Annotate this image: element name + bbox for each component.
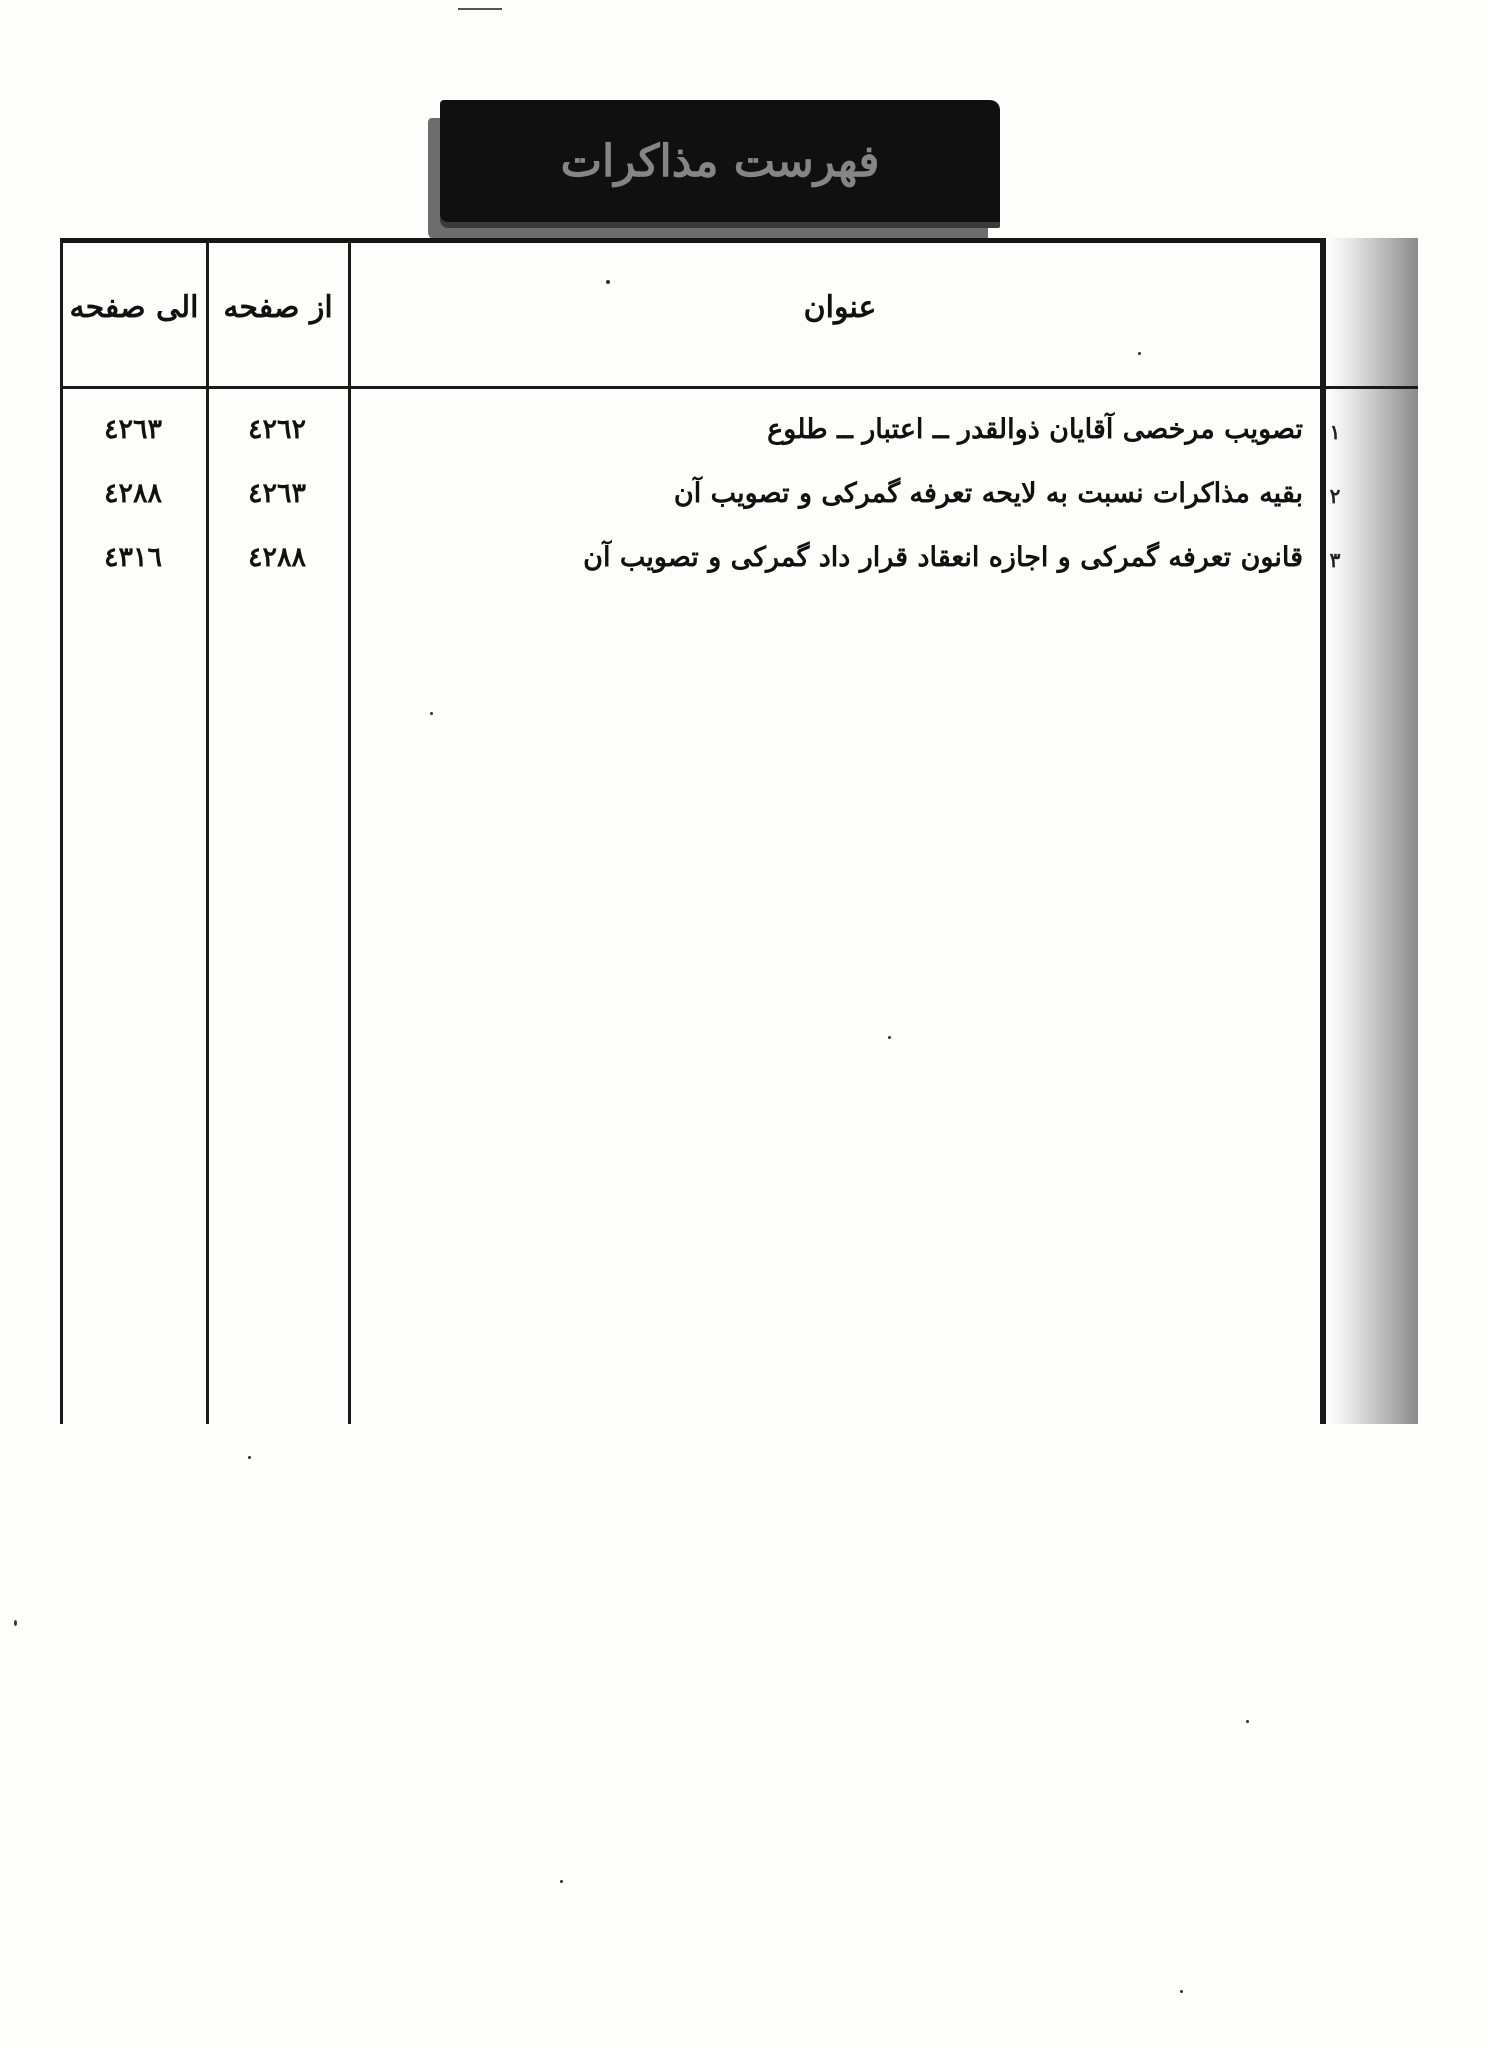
scan-speck [248, 1456, 251, 1459]
row-title: بقیه مذاکرات نسبت به لایحه تعرفه گمرکی و تصویب آن [673, 478, 1303, 509]
scan-speck [430, 712, 433, 715]
scan-speck [888, 1036, 891, 1039]
header-divider [60, 386, 1418, 389]
banner [440, 100, 1000, 222]
scan-speck [1180, 1990, 1183, 1993]
row-to-page: ٤٣١٦ [103, 542, 162, 573]
scan-speck [1246, 1720, 1249, 1723]
table-left-border [60, 238, 63, 1424]
scan-speck [606, 280, 610, 284]
column-divider-to-from [206, 238, 209, 1424]
scan-speck [14, 1620, 17, 1626]
row-number: ۳ [1329, 548, 1341, 572]
header-from-page: از صفحه [223, 290, 333, 325]
row-from-page: ٤٢٦٣ [247, 478, 306, 509]
row-number: ۱ [1329, 420, 1341, 444]
row-title: قانون تعرفه گمرکی و اجازه انعقاد قرار داد گمرکی و تصویب آن [583, 542, 1303, 573]
top-mark [458, 8, 502, 10]
header-to-page: الی صفحه [69, 290, 199, 325]
column-divider-title-num [1320, 238, 1323, 1424]
header-title: عنوان [803, 290, 877, 325]
column-divider-from-title [348, 238, 351, 1424]
table-right-strip [1322, 238, 1418, 1424]
scan-speck [560, 1880, 563, 1883]
row-number: ۲ [1329, 484, 1341, 508]
scan-speck [1138, 352, 1141, 355]
row-to-page: ٤٢٦٣ [103, 414, 162, 445]
row-from-page: ٤٢٨٨ [247, 542, 306, 573]
row-to-page: ٤٢٨٨ [103, 478, 162, 509]
row-from-page: ٤٢٦٢ [247, 414, 306, 445]
banner-title: فهرست مذاکرات [560, 135, 880, 187]
row-title: تصویب مرخصی آقایان ذوالقدر ــ اعتبار ــ طلوع [767, 414, 1303, 445]
